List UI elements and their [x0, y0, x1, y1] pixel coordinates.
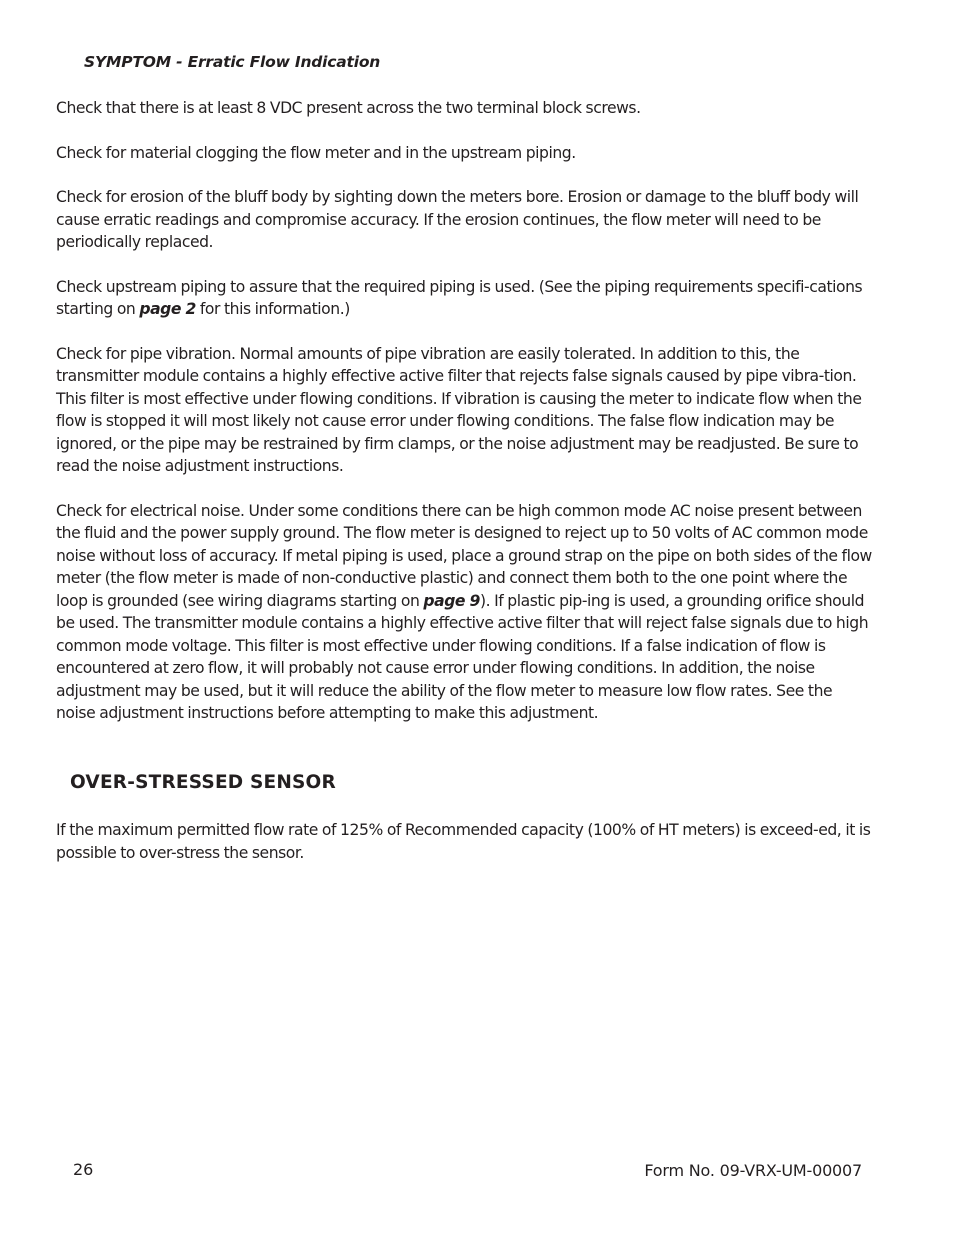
page-2-reference: page 2	[139, 300, 196, 318]
paragraph-vibration-check: Check for pipe vibration. Normal amounts of pipe vibration are easily tolerated. In addition to this, the transmitter module contains a highly effective active filter that rejects false signals caused by pipe vibra-tion. This filter is most effective under flowing conditions. If vibration is causing the meter to indicate flow when the flow is stopped it will most likely not cause error under flowing conditions. The false flow indication may be ignored, or the pipe may be restrained by firm clamps, or the noise adjustment may be readjusted. Be sure to read the noise adjustment instructions.	[56, 344, 862, 475]
form-number: Form No. 09-VRX-UM-00007	[644, 1161, 862, 1180]
paragraph-piping-text-end: for this information.)	[195, 300, 350, 318]
paragraph-electrical-noise-check	[56, 500, 874, 725]
over-stressed-sensor-heading: OVER-STRESSED SENSOR	[70, 772, 336, 793]
over-stressed-content	[56, 819, 874, 886]
troubleshooting-content	[56, 97, 874, 747]
paragraph-noise-text-end: ). If plastic pip-ing is used, a grounding orifice should be used. The transmitter module contains a highly effective active filter that will reject false signals due to high common mode voltage. This filter is most effective under flowing conditions. If a false indication of flow is encountered at zero flow, it will probably not cause error under flowing conditions. In addition, the noise adjustment may be used, but it will reduce the ability of the flow meter to measure low flow rates. See the noise adjustment instructions before attempting to make this adjustment.	[56, 591, 869, 722]
paragraph-noise-text-start: Check for electrical noise. Under some conditions there can be high common mode AC noise present between the fluid and the power supply ground. The flow meter is designed to reject up to 50 volts of AC common mode noise without loss of accuracy. If metal piping is used, place a ground strap on the pipe on both sides of the flow meter (the flow meter is made of non-conductive plastic) and connect them both to the one point where the loop is grounded (see wiring diagrams starting on	[56, 501, 872, 610]
symptom-heading: SYMPTOM - Erratic Flow Indication	[84, 53, 381, 71]
page-9-reference: page 9	[423, 591, 480, 610]
paragraph-erosion-check: Check for erosion of the bluff body by sighting down the meters bore. Erosion or damage to the bluff body will cause erratic readings and compromise accuracy. If the erosion continues, the flow meter will need to be periodically replaced.	[56, 188, 859, 251]
paragraph-piping-text-start: Check upstream piping to assure that the required piping is used. (See the piping requirements specifi-cations starting on	[56, 277, 863, 318]
page-number: 26	[73, 1160, 94, 1179]
paragraph-over-stress: If the maximum permitted flow rate of 125% of Recommended capacity (100% of HT meters) is exceed-ed, it is possible to over-stress the sensor.	[56, 821, 871, 862]
paragraph-piping-check	[56, 276, 874, 321]
paragraph-clogging-check: Check for material clogging the flow meter and in the upstream piping.	[56, 143, 576, 162]
paragraph-voltage-check: Check that there is at least 8 VDC present across the two terminal block screws.	[56, 99, 641, 117]
